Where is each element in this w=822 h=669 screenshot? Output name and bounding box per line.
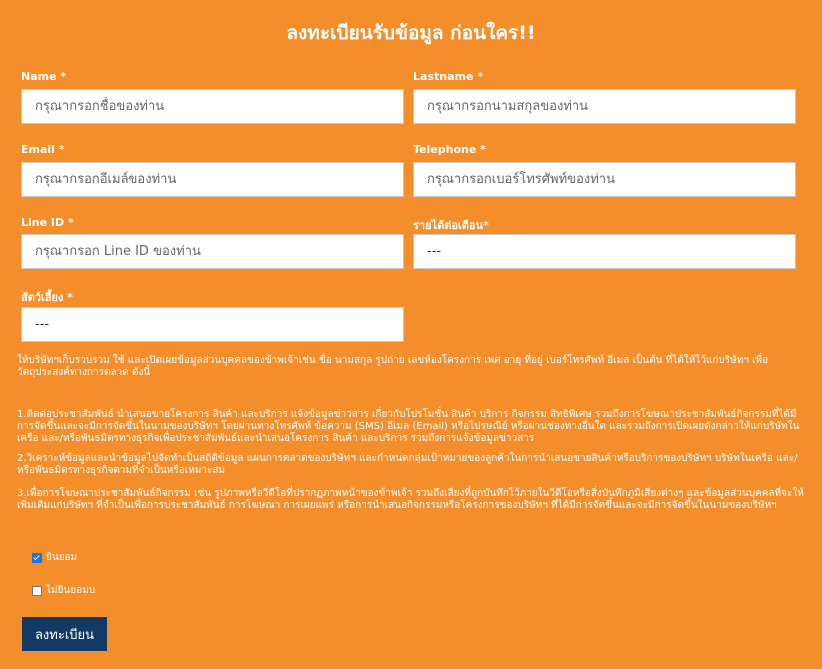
pet-label: สัตว์เลี้ยง *: [21, 291, 73, 304]
consent-item-2: 2.วิเคราะห์ข้อมูลและนำข้อมูลไปจัดทำเป็นสถิติข้อมูล แผนการตลาดของบริษัทฯ และกำหนดกลุ่มเป้าหมายของลูกค้าในการนำเสนอขายสินค้าหรือบริการของบริษัทฯ บริษัทในเครือ และ/หรือพันธมิตรทางธุรกิจตามที่จำเป็นหรือเหมาะสม: [17, 453, 798, 476]
lastname-label: Lastname *: [413, 70, 483, 83]
lineid-field[interactable]: กรุณากรอก Line ID ของท่าน: [21, 234, 404, 269]
consent-item-3: 3.เพื่อการโฆษณาประชาสัมพันธ์กิจกรรม เช่น รูปภาพหรือวีดีโอที่ปรากฏภาพหน้าของข้าพเจ้า รวมถึงเสียงที่ถูกบันทึกไว้ภายในวีดีโอหรือสิ่งบันทึกภูมิเสียงต่างๆ และข้อมูลส่วนบุคคลที่จะให้เพิ่มเติมแก่บริษัทฯ ที่จำเป็นเพื่อการประชาสัมพันธ์ การโฆษณา การเผยแพร่ หรือการนำเสนอกิจกรรมหรือโครงการของบริษัทฯ ที่ได้มีการจัดขึ้นและจะมีการจัดขึ้นในนามของบริษัทฯ: [17, 488, 804, 511]
income-select[interactable]: ---: [413, 234, 796, 269]
register-button[interactable]: ลงทะเบียน: [22, 617, 107, 651]
email-field[interactable]: กรุณากรอกอีเมล์ของท่าน: [21, 162, 404, 197]
name-field[interactable]: กรุณากรอกชื่อของท่าน: [21, 89, 404, 124]
name-label: Name *: [21, 70, 67, 83]
lastname-field[interactable]: กรุณากรอกนามสกุลของท่าน: [413, 89, 796, 124]
disagree-label: ไม่ยินยอมบ: [46, 585, 96, 596]
agree-option[interactable]: [32, 550, 77, 565]
form-title: ลงทะเบียนรับข้อมูล ก่อนใคร!!: [286, 22, 536, 44]
email-label: Email *: [21, 143, 65, 156]
pet-select[interactable]: ---: [21, 307, 404, 342]
telephone-field[interactable]: กรุณากรอกเบอร์โทรศัพท์ของท่าน: [413, 162, 796, 197]
disagree-option[interactable]: [32, 583, 95, 598]
disagree-checkbox[interactable]: [32, 586, 42, 596]
income-label: รายได้ต่อเดือน*: [413, 219, 489, 232]
agree-label: ยินยอม: [46, 552, 78, 563]
telephone-label: Telephone *: [413, 143, 486, 156]
lineid-label: Line ID *: [21, 216, 74, 229]
consent-item-1: 1.ติดต่อประชาสัมพันธ์ นำเสนอขายโครงการ สินค้า และบริการ แจ้งข้อมูลข่าวสาร เกี่ยวกับโปรโมชั่น สินค้า บริการ กิจกรรม สิทธิพิเศษ รวมถึงการโฆษณาประชาสัมพันธ์กิจกรรมที่ได้มีการจัดขึ้นและจะมีการจัดขึ้นในนามของบริษัทฯ โดยผ่านทางโทรศัพท์ ข้อความ (SMS) อีเมล (Email) หรือไปรษณีย์ หรือผ่านช่องทางอื่นใด และรวมถึงการเปิดเผยดังกล่าวให้แก่บริษัทในเครือ และ/หรือพันธมิตรทางธุรกิจเพื่อประชาสัมพันธ์และนำเสนอโครงการ สินค้า และบริการ รวมถึงการแจ้งข้อมูลข่าวสาร: [17, 409, 800, 444]
agree-checkbox[interactable]: [32, 553, 42, 563]
consent-intro: ให้บริษัทฯเก็บรวบรวม ใช้ และเปิดเผยข้อมูลส่วนบุคคลของข้าพเจ้าเช่น ชื่อ นามสกุล รูปถ่าย เลขห้องโครงการ เพศ อายุ ที่อยู่ เบอร์โทรศัพท์ อีเมล เป็นต้น ที่ได้ให้ไว้แก่บริษัทฯ เพื่อวัตถุประสงค์ทางการตลาด ดังนี้: [17, 355, 769, 378]
